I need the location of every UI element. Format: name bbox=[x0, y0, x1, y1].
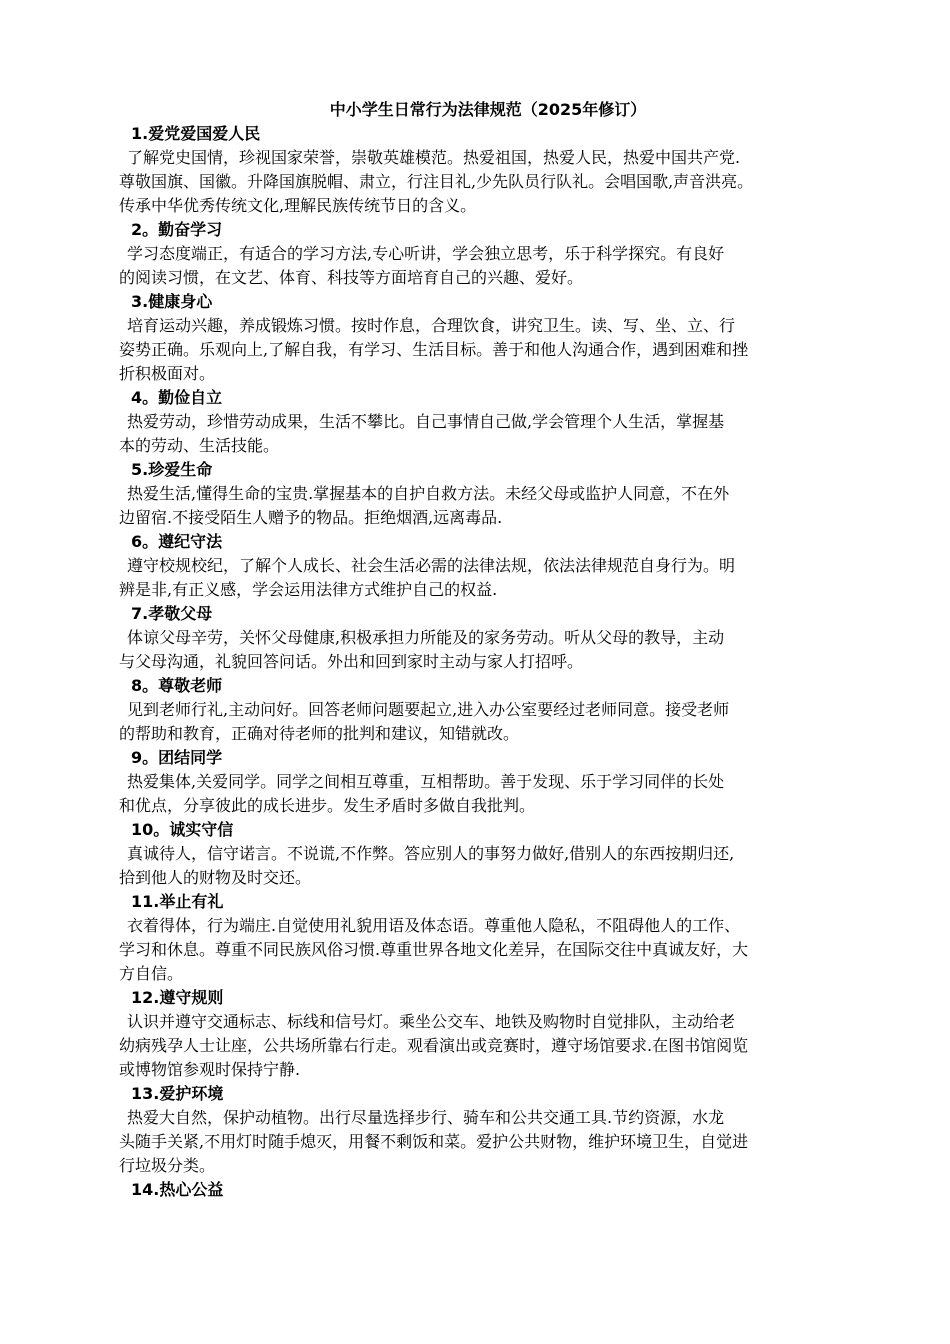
paragraph-line: 遵守校规校纪，了解个人成长、社会生活必需的法律法规，依法法律规范自身行为。明 bbox=[127, 556, 736, 575]
section-heading: 8。尊敬老师 bbox=[131, 676, 223, 695]
paragraph-line: 传承中华优秀传统文化,理解民族传统节日的含义。 bbox=[119, 196, 477, 215]
paragraph-line: 认识并遵守交通标志、标线和信号灯。乘坐公交车、地铁及购物时自觉排队，主动给老 bbox=[127, 1012, 736, 1031]
paragraph-line: 热爱大自然，保护动植物。出行尽量选择步行、骑车和公共交通工具.节约资源，水龙 bbox=[127, 1108, 725, 1127]
section-heading: 12.遵守规则 bbox=[131, 988, 224, 1007]
paragraph-line: 体谅父母辛劳，关怀父母健康,积极承担力所能及的家务劳动。听从父母的教导，主动 bbox=[127, 628, 725, 647]
section bbox=[119, 890, 857, 986]
paragraph-line: 与父母沟通，礼貌回答问话。外出和回到家时主动与家人打招呼。 bbox=[119, 652, 584, 671]
paragraph-line: 热爱集体,关爱同学。同学之间相互尊重，互相帮助。善于发现、乐于学习同伴的长处 bbox=[127, 772, 725, 791]
paragraph-line: 学习态度端正，有适合的学习方法,专心听讲，学会独立思考，乐于科学探究。有良好 bbox=[127, 244, 725, 263]
section bbox=[119, 602, 857, 674]
section bbox=[119, 290, 857, 386]
section bbox=[119, 986, 857, 1082]
paragraph-line: 和优点，分享彼此的成长进步。发生矛盾时多做自我批判。 bbox=[119, 796, 536, 815]
section-heading: 14.热心公益 bbox=[131, 1180, 224, 1199]
section-heading: 3.健康身心 bbox=[131, 292, 213, 311]
section bbox=[119, 386, 857, 458]
section bbox=[119, 218, 857, 290]
paragraph-line: 姿势正确。乐观向上,了解自我，有学习、生活目标。善于和他人沟通合作，遇到困难和挫 bbox=[119, 340, 749, 359]
paragraph-line: 了解党史国情，珍视国家荣誉，崇敬英雄模范。热爱祖国，热爱人民，热爱中国共产党. bbox=[127, 148, 741, 167]
paragraph-line: 行垃圾分类。 bbox=[119, 1156, 216, 1175]
section-heading: 9。团结同学 bbox=[131, 748, 223, 767]
paragraph-line: 边留宿.不接受陌生人赠予的物品。拒绝烟酒,远离毒品. bbox=[119, 508, 503, 527]
paragraph-line: 真诚待人，信守诺言。不说谎,不作弊。答应别人的事努力做好,借别人的东西按期归还, bbox=[127, 844, 735, 863]
paragraph-line: 热爱劳动，珍惜劳动成果，生活不攀比。自己事情自己做,学会管理个人生活，掌握基 bbox=[127, 412, 725, 431]
section bbox=[119, 122, 857, 218]
paragraph-line: 辨是非,有正义感，学会运用法律方式维护自己的权益. bbox=[119, 580, 498, 599]
paragraph-line: 本的劳动、生活技能。 bbox=[119, 436, 280, 455]
section-heading: 6。遵纪守法 bbox=[131, 532, 223, 551]
paragraph-line: 学习和休息。尊重不同民族风俗习惯.尊重世界各地文化差异，在国际交往中真诚友好，大 bbox=[119, 940, 749, 959]
paragraph-line: 见到老师行礼,主动问好。回答老师问题要起立,进入办公室要经过老师同意。接受老师 bbox=[127, 700, 730, 719]
paragraph-line: 热爱生活,懂得生命的宝贵.掌握基本的自护自救方法。未经父母或监护人同意，不在外 bbox=[127, 484, 730, 503]
paragraph-line: 衣着得体，行为端庄.自觉使用礼貌用语及体态语。尊重他人隐私，不阻碍他人的工作、 bbox=[127, 916, 741, 935]
section-heading: 10。诚实守信 bbox=[131, 820, 234, 839]
paragraph-line: 拾到他人的财物及时交还。 bbox=[119, 868, 312, 887]
paragraph-line: 方自信。 bbox=[119, 964, 184, 983]
section bbox=[119, 530, 857, 602]
paragraph-line: 尊敬国旗、国徽。升降国旗脱帽、肃立，行注目礼,少先队员行队礼。会唱国歌,声音洪亮。 bbox=[119, 172, 754, 191]
section-heading: 13.爱护环境 bbox=[131, 1084, 224, 1103]
paragraph-line: 或博物馆参观时保持宁静. bbox=[119, 1060, 301, 1079]
section bbox=[119, 674, 857, 746]
section-heading: 1.爱党爱国爱人民 bbox=[131, 124, 261, 143]
section bbox=[119, 818, 857, 890]
paragraph-line: 幼病残孕人士让座，公共场所靠右行走。观看演出或竞赛时，遵守场馆要求.在图书馆阅览 bbox=[119, 1036, 749, 1055]
sections-container bbox=[119, 122, 857, 1202]
paragraph-line: 折积极面对。 bbox=[119, 364, 216, 383]
section bbox=[119, 458, 857, 530]
paragraph-line: 头随手关紧,不用灯时随手熄灭，用餐不剩饭和菜。爱护公共财物，维护环境卫生，自觉进 bbox=[119, 1132, 749, 1151]
section bbox=[119, 746, 857, 818]
section-heading: 11.举止有礼 bbox=[131, 892, 224, 911]
section-heading: 4。勤俭自立 bbox=[131, 388, 223, 407]
paragraph-line: 的帮助和教育，正确对待老师的批判和建议，知错就改。 bbox=[119, 724, 520, 743]
section-heading: 7.孝敬父母 bbox=[131, 604, 213, 623]
section bbox=[119, 1082, 857, 1178]
paragraph-line: 培育运动兴趣，养成锻炼习惯。按时作息，合理饮食，讲究卫生。读、写、坐、立、行 bbox=[127, 316, 736, 335]
document-body bbox=[119, 98, 857, 1202]
section-heading: 2。勤奋学习 bbox=[131, 220, 223, 239]
section-heading: 5.珍爱生命 bbox=[131, 460, 213, 479]
document-title: 中小学生日常行为法律规范（2025年修订） bbox=[329, 100, 647, 119]
paragraph-line: 的阅读习惯，在文艺、体育、科技等方面培育自己的兴趣、爱好。 bbox=[119, 268, 584, 287]
section bbox=[119, 1178, 857, 1202]
